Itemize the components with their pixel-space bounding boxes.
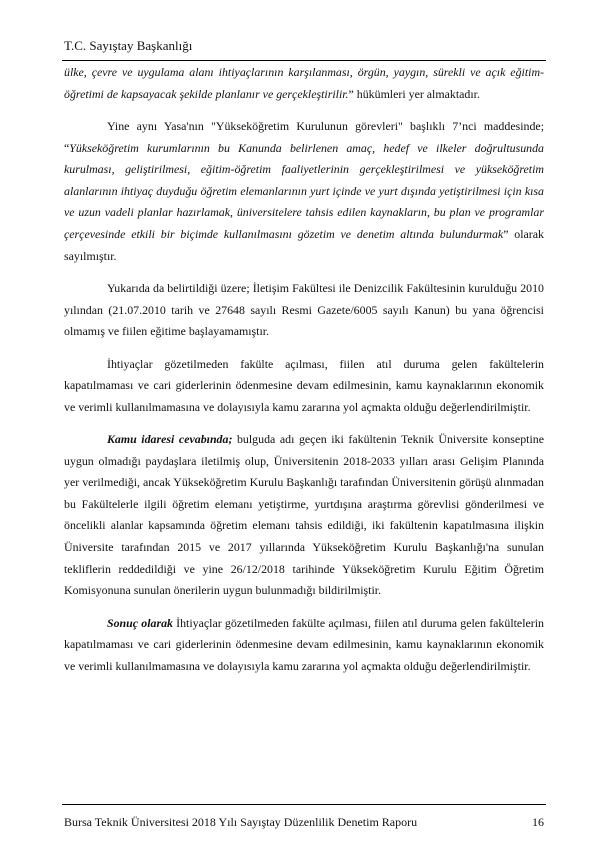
page-footer (64, 815, 544, 830)
document-body (64, 62, 544, 677)
paragraph-text-run: İhtiyaçlar gözetilmeden fakülte açılması, fiilen atıl duruma gelen fakültelerin kapatılmaması ve cari giderlerinin ödenmesine devam edilmesinin, kamu kaynaklarının ekonomik ve verimli kullanılmamasına ve dolayısıyla kamu zararına yol açmakta olduğu değerlendirilmiştir. (64, 615, 545, 673)
paragraph (64, 278, 544, 343)
paragraph-text-run: bulguda adı geçen iki fakültenin Teknik Üniversite konseptine uygun olmadığı paydaşlara iletilmiş olup, Üniversitenin 2018-2033 yılları arası Gelişim Planında yer verilmediği, ancak Yükseköğretim Kurulu Başkanlığı tarafından Üniversitenin görüşü alınmadan bu Fakültelerle ilgili öğretim elemanı yetiştirme, yurtdışına araştırma görevlisi gönderilmesi ve öncelikli alanlar kapsamında öğretim elemanı tahsis edildiği, iki fakültenin kapatılmasına ilişkin Üniversite tarafından 2015 ve 2017 yıllarında Yükseköğretim Kurulu Başkanlığı'na sunulan tekliflerin reddedildiği ve yine 26/12/2018 tarihinde Yükseköğretim Kurulu Eğitim Öğretim Komisyonuna sunulan önerilerin uygun bulunmadığı bildirilmiştir. (64, 432, 544, 598)
paragraph-text-run: ” olarak sayılmıştır. (64, 226, 544, 263)
paragraph-italic-run: Yükseköğretim kurumlarının bu Kanunda belirlenen amaç, hedef ve ilkeler doğrultusunda kurulması, geliştirilmesi, eğitim-öğretim faaliyetlerinin gerçekleştirilmesi ve yükseköğretim alanlarının ihtiyaç duyduğu öğretim elemanlarının yurt içinde ve yurt dışında yetiştirilmesi için kısa ve uzun vadeli planlar hazırlamak, üniversitelere tahsis edilen kaynakların, bu plan ve programlar çerçevesinde etkili bir biçimde kullanılmasını gözetim ve denetim altında bulundurmak (64, 140, 544, 241)
footer-report-title: Bursa Teknik Üniversitesi 2018 Yılı Sayıştay Düzenlilik Denetim Raporu (64, 815, 418, 829)
paragraph-text-run: Yine aynı Yasa'nın "Yükseköğretim Kurulunun görevleri" başlıklı 7’nci maddesinde; “ (64, 118, 544, 155)
paragraph-text-run: İhtiyaçlar gözetilmeden fakülte açılması, fiilen atıl duruma gelen fakültelerin kapatılmaması ve cari giderlerinin ödenmesine devam edilmesinin, kamu kaynaklarının ekonomik ve verimli kullanılmamasına ve dolayısıyla kamu zararına yol açmakta olduğu değerlendirilmiştir. (64, 356, 544, 414)
paragraph-text-run: ” hükümleri yer almaktadır. (348, 86, 480, 101)
paragraph-text-run: Yukarıda da belirtildiği üzere; İletişim Fakültesi ile Denizcilik Fakültesinin kurulduğu 2010 yılından (21.07.2010 tarih ve 27648 sayılı Resmi Gazete/6005 sayılı Kanun) bu yana öğrencisi olmamış ve fiilen eğitime başlayamamıştır. (64, 280, 544, 339)
paragraph (64, 62, 544, 105)
paragraph (64, 116, 544, 267)
paragraph-bold-italic-run: Kamu idaresi cevabında; (107, 432, 233, 447)
paragraph-bold-italic-run: Sonuç olarak (107, 615, 173, 630)
paragraph (64, 429, 544, 602)
paragraph (64, 354, 544, 419)
page-header: T.C. Sayıştay Başkanlığı (64, 38, 193, 53)
paragraph-italic-run: ülke, çevre ve uygulama alanı ihtiyaçlarının karşılanması, örgün, yaygın, sürekli ve açık eğitim-öğretimi de kapsayacak şekilde planlanır ve gerçekleştirilir. (64, 65, 544, 101)
footer-divider (62, 804, 546, 805)
paragraph (64, 613, 544, 678)
page-number: 16 (532, 815, 544, 829)
header-divider (62, 60, 546, 61)
